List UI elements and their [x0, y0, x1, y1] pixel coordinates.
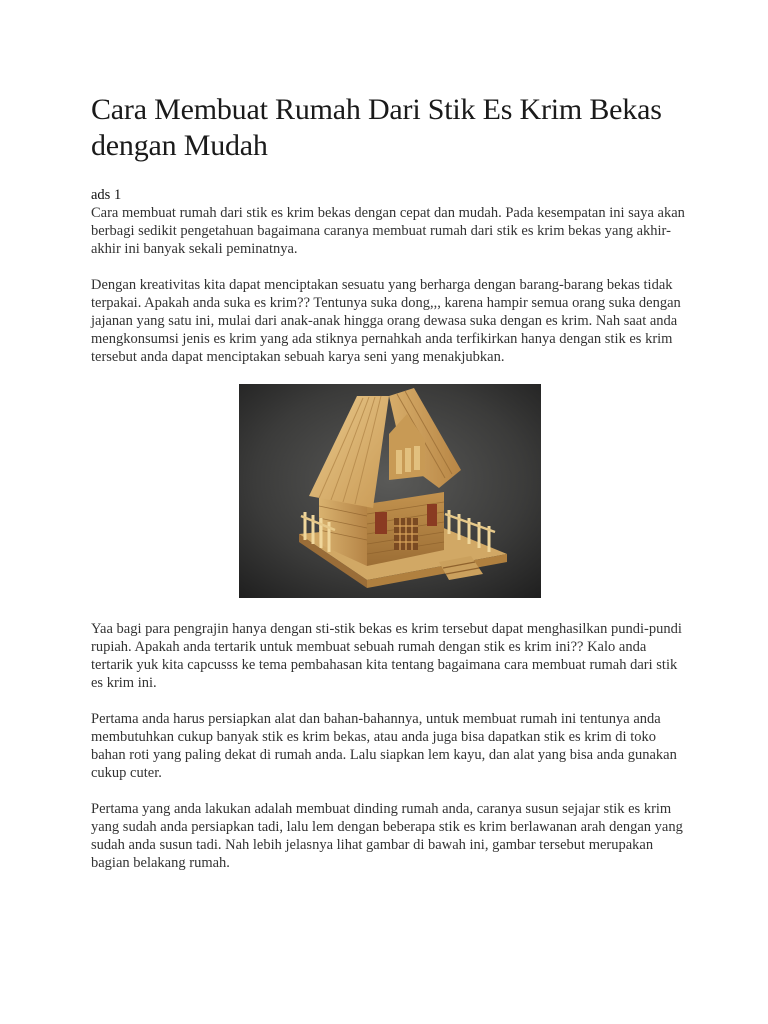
- paragraph-3: Yaa bagi para pengrajin hanya dengan sti-stik bekas es krim tersebut dapat menghasilkan pundi-pundi rupiah. Apakah anda tertarik untuk membuat sebuah rumah dengan stik es krim ini?? Kalo anda tertarik yuk kita capcusss ke tema pembahasan kita tentang bagaimana cara membuat rumah dari stik es krim ini.: [91, 621, 682, 691]
- paragraph-1: Cara membuat rumah dari stik es krim bekas dengan cepat dan mudah. Pada kesempatan ini saya akan berbagi sedikit pengetahuan bagaimana caranya membuat rumah dari stik es krim bekas yang akhir-akhir ini banyak sekali peminatnya.: [91, 205, 685, 257]
- popsicle-stick-house-photo: [239, 384, 541, 598]
- page-title: Cara Membuat Rumah Dari Stik Es Krim Bekas dengan Mudah: [91, 93, 662, 162]
- ads-label: ads 1: [91, 187, 122, 203]
- paragraph-5: Pertama yang anda lakukan adalah membuat dinding rumah anda, caranya susun sejajar stik es krim yang sudah anda persiapkan tadi, lalu lem dengan beberapa stik es krim berlawanan arah dengan yang sudah anda susun tadi. Nah lebih jelasnya lihat gambar di bawah ini, gambar tersebut merupakan bagian belakang rumah.: [91, 801, 683, 871]
- paragraph-4: Pertama anda harus persiapkan alat dan bahan-bahannya, untuk membuat rumah ini tentunya anda membutuhkan cukup banyak stik es krim bekas, atau anda juga bisa dapatkan stik es krim di toko bahan roti yang paling dekat di rumah anda. Lalu siapkan lem kayu, dan alat yang bisa anda gunakan cukup cuter.: [91, 711, 677, 781]
- paragraph-2: Dengan kreativitas kita dapat menciptakan sesuatu yang berharga dengan barang-barang bekas tidak terpakai. Apakah anda suka es krim?? Tentunya suka dong,,, karena hampir semua orang suka dengan jajanan yang satu ini, mulai dari anak-anak hingga orang dewasa suka dengan es krim. Nah saat anda mengkonsumsi jenis es krim yang ada stiknya pernahkah anda terfikirkan hanya dengan stik es krim tersebut anda dapat menciptakan sebuah karya seni yang menakjubkan.: [91, 277, 681, 365]
- article: [91, 92, 689, 890]
